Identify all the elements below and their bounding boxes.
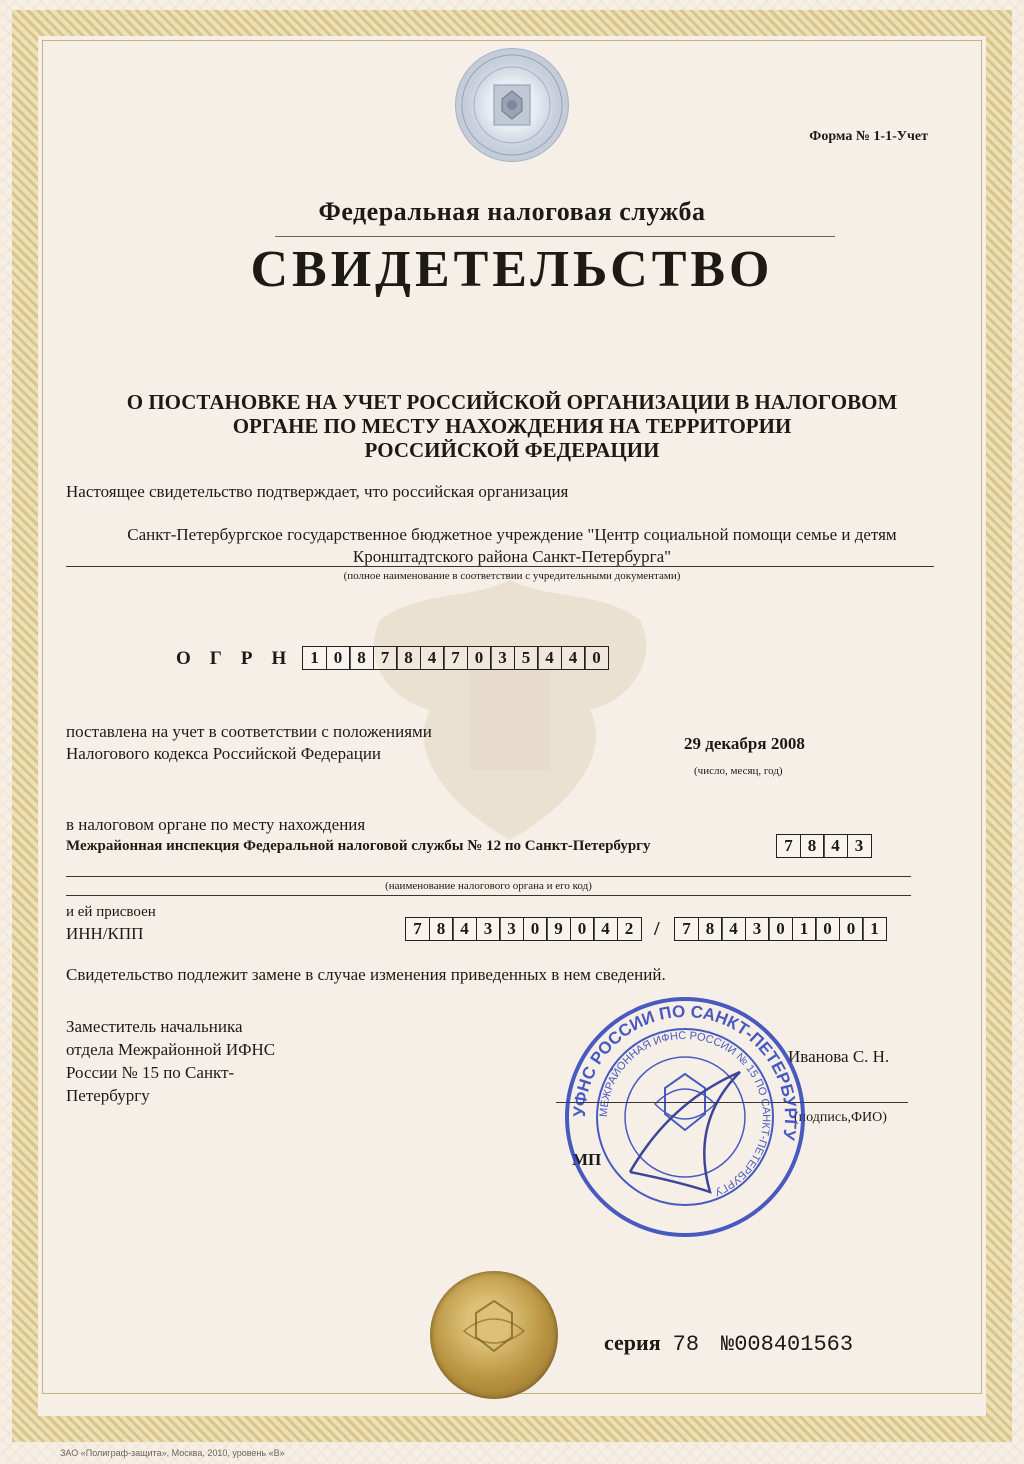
ogrn-digit: 8 [396,646,421,670]
kpp-digit: 0 [815,917,840,941]
ogrn-label: ОГРН [176,648,306,669]
kpp-digit: 8 [698,917,723,941]
ogrn-digit: 8 [349,646,374,670]
printer-imprint: ЗАО «Полиграф-защита», Москва, 2010, уровень «В» [60,1448,285,1458]
confirm-text: Настоящее свидетельство подтверждает, что российская организация [66,482,569,501]
subtitle-line: ОРГАНЕ ПО МЕСТУ НАХОЖДЕНИЯ НА ТЕРРИТОРИИ [232,414,792,438]
registration-date: 29 декабря 2008 [684,734,805,753]
org-name-underline [66,566,934,567]
kpp-digit: 0 [839,917,864,941]
serial-number: 008401563 [734,1332,854,1357]
ogrn-digit: 1 [302,646,327,670]
registration-line-2: Налогового кодекса Российской Федерации [66,744,382,763]
document-title: СВИДЕТЕЛЬСТВО [250,241,774,298]
document-subtitle [0,390,1024,462]
ogrn-digits [302,646,609,670]
kpp-digit: 7 [674,917,699,941]
signatory-position-line: России № 15 по Санкт- [66,1063,235,1082]
signatory-position-line: Петербургу [66,1086,150,1105]
series-block [604,1330,853,1357]
tax-code-digit: 3 [847,834,872,858]
inn-digit: 3 [476,917,501,941]
inn-digit: 4 [593,917,618,941]
kpp-digit: 0 [768,917,793,941]
ogrn-digit: 0 [326,646,351,670]
hologram-emblem-icon [455,48,569,162]
signatory-position-line: отдела Межрайонной ИФНС [66,1040,276,1059]
signatory-position-line: Заместитель начальника [66,1017,243,1036]
stamp-inner-text: МЕЖРАЙОННАЯ ИФНС РОССИИ № 15 ПО САНКТ-ПЕТЕРБУРГУ [597,1029,773,1198]
inn-digits [405,917,642,941]
form-number: Форма № 1-1-Учет [809,129,928,144]
series-label: серия [604,1330,661,1355]
inn-digit: 7 [405,917,430,941]
number-sign: № [721,1332,735,1357]
kpp-digit: 1 [792,917,817,941]
stamp-outer-text: УФНС РОССИИ ПО САНКТ-ПЕТЕРБУРГУ [569,1001,801,1142]
tax-authority-underline [66,876,911,877]
ogrn-digit: 5 [514,646,539,670]
inn-digit: 9 [546,917,571,941]
registration-line-1: поставлена на учет в соответствии с положениями [66,722,432,741]
tax-authority-code [776,834,872,858]
replacement-note: Свидетельство подлежит замене в случае изменения приведенных в нем сведений. [66,965,666,984]
ogrn-digit: 0 [584,646,609,670]
tax-code-digit: 7 [776,834,801,858]
subtitle-line: О ПОСТАНОВКЕ НА УЧЕТ РОССИЙСКОЙ ОРГАНИЗАЦИИ В НАЛОГОВОМ [126,390,898,414]
inn-digit: 0 [523,917,548,941]
inn-kpp-separator: / [654,918,660,940]
inn-digit: 4 [452,917,477,941]
signatory-name: Иванова С. Н. [788,1047,890,1066]
tax-authority-name: Межрайонная инспекция Федеральной налоговой службы № 12 по Санкт-Петербургу [66,838,651,854]
mp-mark: МП [572,1150,602,1169]
signatory-position [66,1015,275,1107]
signature-caption: (подпись,ФИО) [794,1110,887,1125]
ogrn-digit: 4 [537,646,562,670]
gold-seal-icon [430,1271,558,1399]
kpp-digit: 1 [862,917,887,941]
kpp-digit: 3 [745,917,770,941]
agency-underline [275,236,835,237]
tax-code-digit: 8 [800,834,825,858]
inn-digit: 8 [429,917,454,941]
inn-digit: 2 [617,917,642,941]
inn-kpp-label: ИНН/КПП [66,924,144,943]
org-name-line: Кронштадтского района Санкт-Петербурга" [352,547,672,566]
ogrn-digit: 3 [490,646,515,670]
official-stamp-icon [560,992,810,1242]
tax-authority-caption: (наименование налогового органа и его код) [385,880,592,892]
ogrn-digit: 7 [373,646,398,670]
organization-name [66,524,958,568]
org-name-caption: (полное наименование в соответствии с учредительными документами) [343,570,681,582]
ogrn-digit: 4 [420,646,445,670]
kpp-digit: 4 [721,917,746,941]
series-value: 78 [672,1332,700,1357]
ogrn-digit: 0 [467,646,492,670]
inn-digit: 3 [499,917,524,941]
kpp-digits [674,917,887,941]
ogrn-digit: 4 [561,646,586,670]
subtitle-line: РОССИЙСКОЙ ФЕДЕРАЦИИ [364,438,660,462]
tax-authority-underline-2 [66,895,911,896]
inn-digit: 0 [570,917,595,941]
tax-authority-intro: в налоговом органе по месту нахождения [66,815,366,834]
tax-code-digit: 4 [823,834,848,858]
agency-name: Федеральная налоговая служба [318,197,706,226]
org-name-line: Санкт-Петербургское государственное бюджетное учреждение "Центр социальной помощи семье и детям [127,525,897,544]
inn-intro: и ей присвоен [66,904,156,920]
ogrn-digit: 7 [443,646,468,670]
svg-text:МЕЖРАЙОННАЯ ИФНС РОССИИ № 15 П [598,1030,772,1198]
registration-date-caption: (число, месяц, год) [694,765,783,777]
